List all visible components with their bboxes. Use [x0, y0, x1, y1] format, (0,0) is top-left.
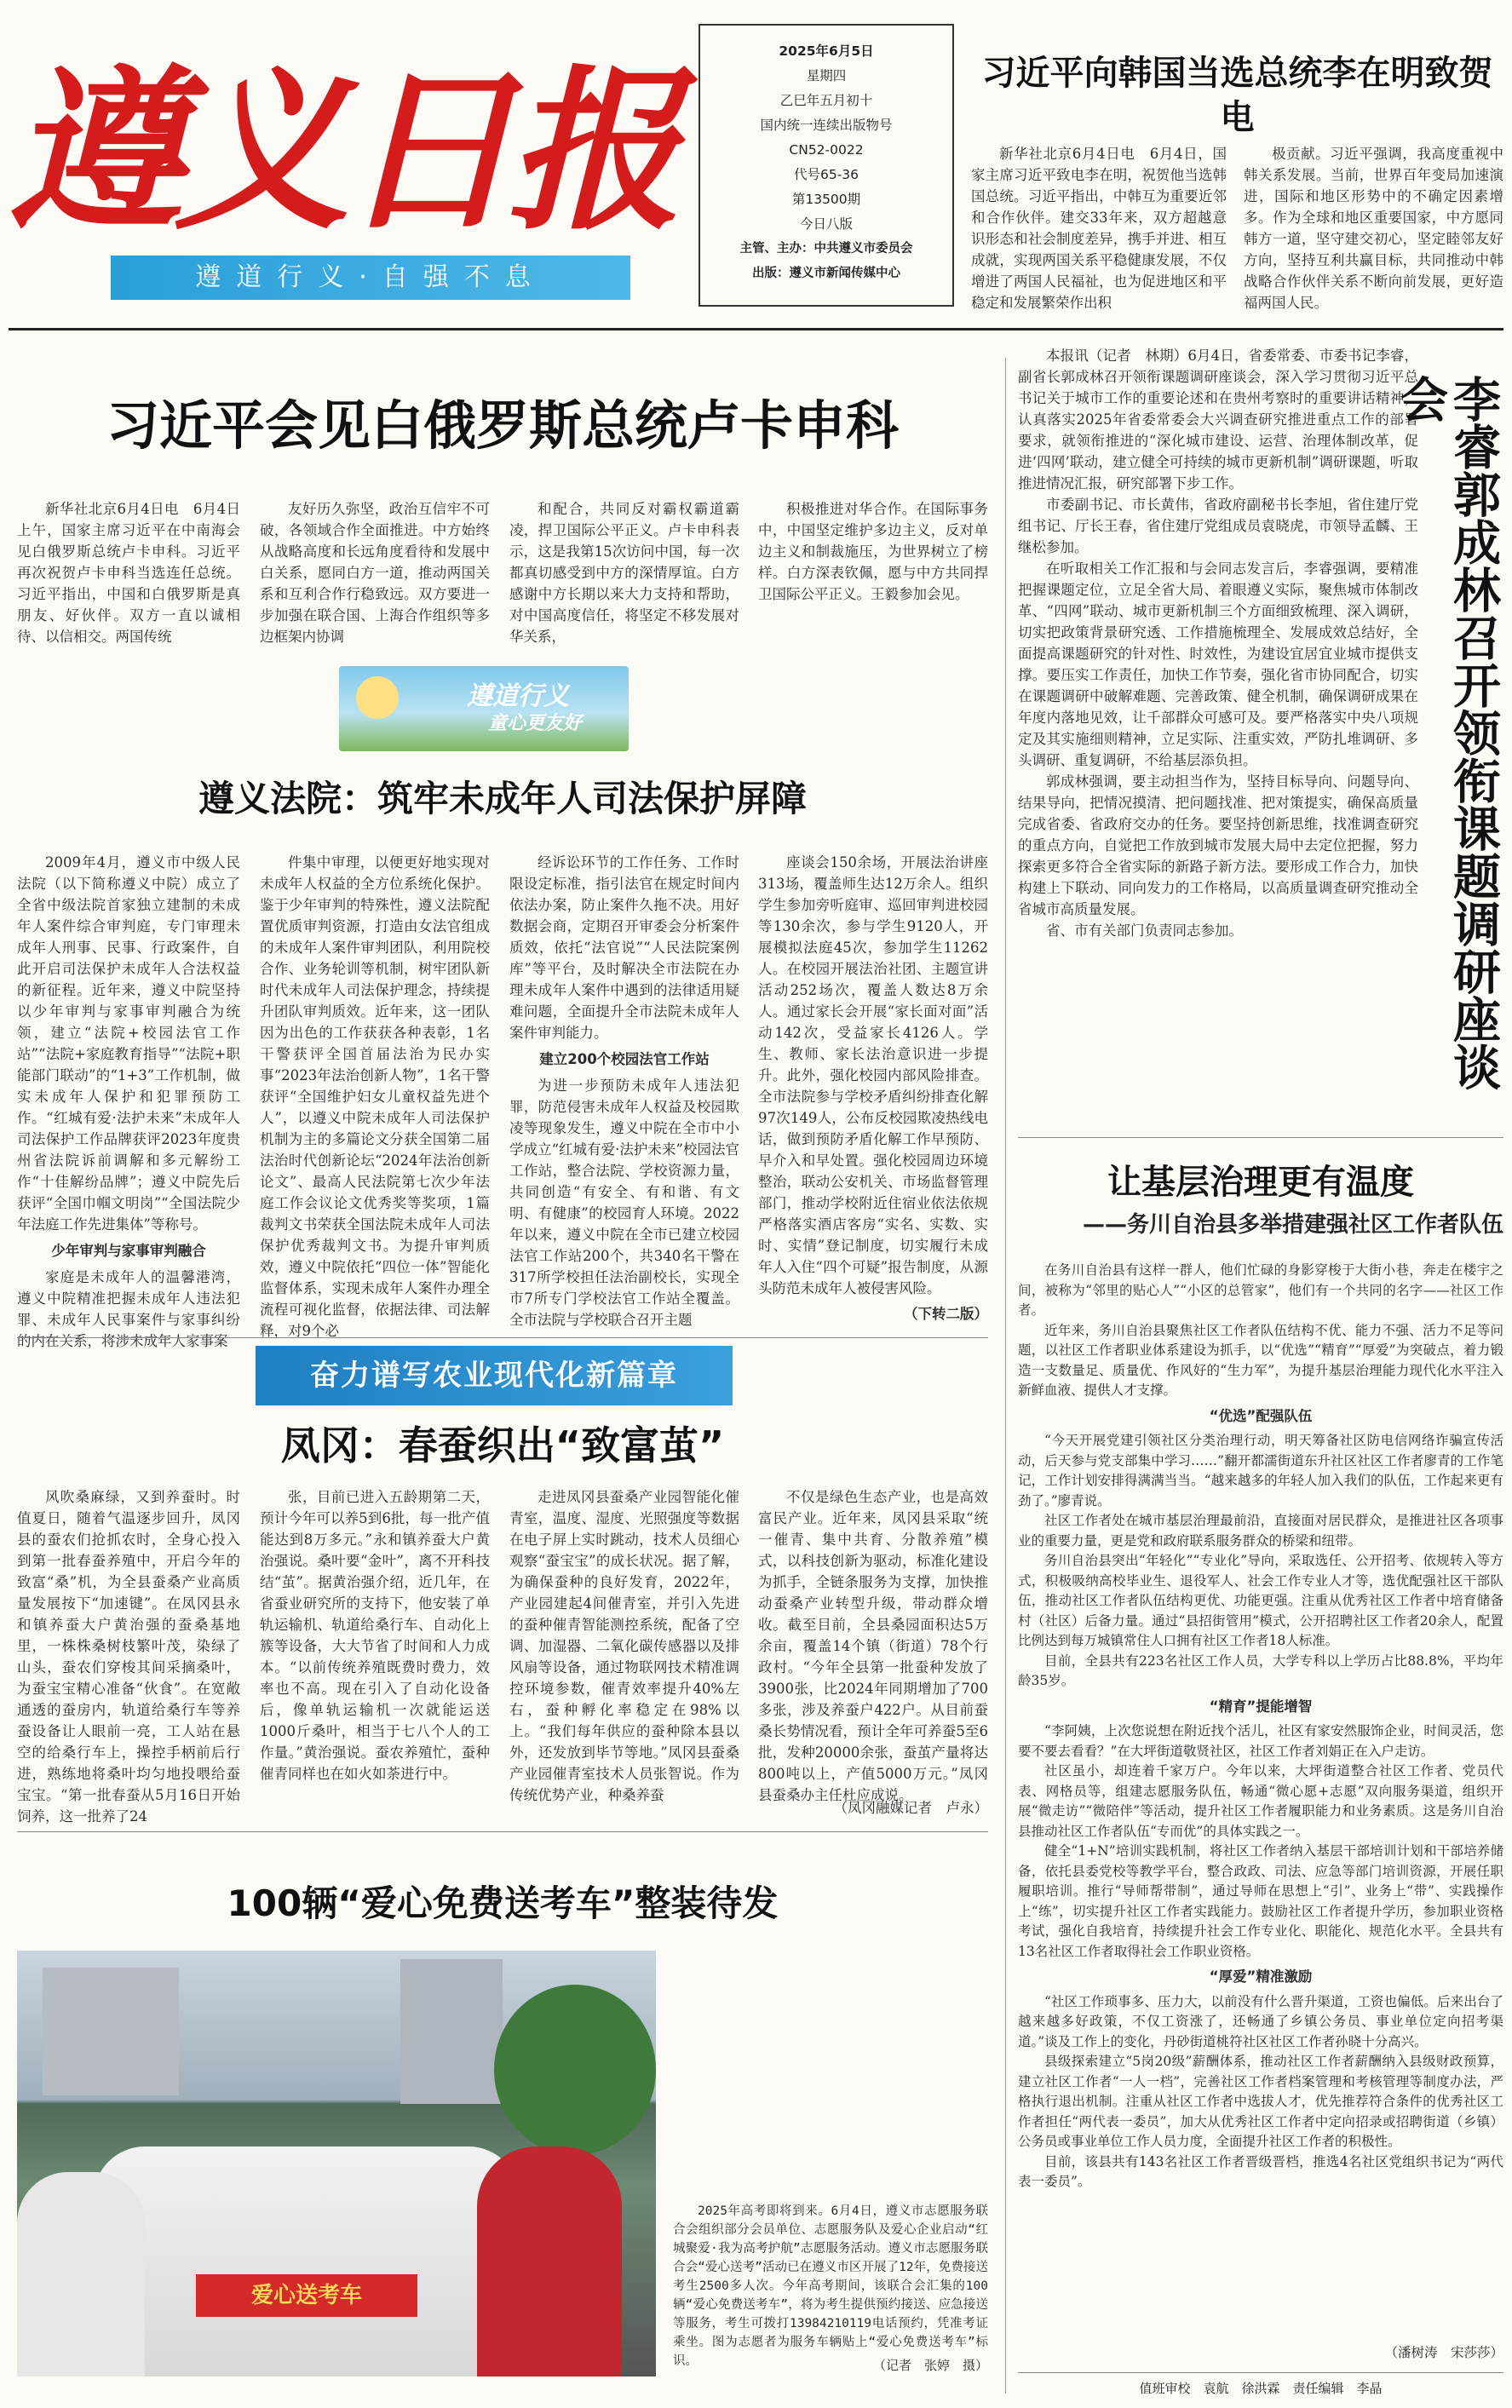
subhead-court-1: 少年审判与家事审判融合 [51, 1243, 206, 1259]
issue-issn: 国内统一连续出版物号 [760, 118, 893, 133]
story-korea-col2: 极贡献。习近平强调，我高度重视中韩关系发展。当前，世界百年变局加速演进，国际和地区形势中的不确定因素增多。作为全球和地区重要国家，中方愿同韩方一道，坚守建交初心，坚定睦邻友好方向，坚持互利共赢目标，共同推动中韩战略合作伙伴关系不断向前发展，更好造福两国人民。 [1244, 146, 1503, 311]
headline-grass: 让基层治理更有温度 [1107, 1163, 1414, 1202]
photo-building [400, 1959, 503, 2104]
subhead-court-2: 建立200个校园法官工作站 [539, 1051, 710, 1067]
story-court-col1: 2009年4月，遵义市中级人民法院（以下简称遵义中院）成立了全省中级法院首家独立建制的未成年人案件综合审判庭，专门审理未成年人刑事、民事、行政案件，自此开启司法保护未成年人合法权益的新征程。近年来，遵义中院坚持以少年审判与家事审判融合为统领，建立“法院+校园法官工作站”“法院+家庭教育指导”“法院+职能部门联动”的“1+3”工作机制，做实未成年人保护和犯罪预防工作。“红城有爱·法护未来”未成年人司法保护工作品牌获评2023年度贵州省法院诉前调解和多元解纷工作“十佳解纷品牌”；遵义中院先后获评“全国巾帼文明岗”“全国法院少年法庭工作先进集体”等称号。 少年审判与家事审判融合 家庭是未成年人的温馨港湾，遵义中院精准把握未成年人违法犯罪、未成年人民事案件与家事纠纷的内在关系，将涉未成年人家事案 [17, 854, 240, 1349]
section-rule [1018, 1137, 1503, 1138]
subhead-grass: ——务川自治县多举措建强社区工作者队伍 [1082, 1212, 1503, 1238]
issue-date: 2025年6月5日 [779, 43, 874, 59]
story-belarus-col2: 友好历久弥坚，政治互信牢不可破，各领域合作全面推进。中方始终从战略高度和长远角度看待和发展中白关系，愿同白方一道，推动两国关系和互利合作行稳致远。双方要进一步加强在联合国、上海合作组织等多边框架内协调 [260, 501, 490, 645]
footer-rule [1018, 2372, 1503, 2373]
story-belarus-col1: 新华社北京6月4日电 6月4日上午，国家主席习近平在中南海会见白俄罗斯总统卢卡申科。习近平再次祝贺卢卡申科当选连任总统。习近平指出，中国和白俄罗斯是真朋友、好伙伴。双方一直以诚相待、以信相交。两国传统 [17, 501, 240, 645]
story-belarus-col3: 和配合，共同反对霸权霸道霸凌，捍卫国际公平正义。卢卡申科表示，这是我第15次访问中国，每一次都真切感受到中方的深情厚谊。白方感谢中方长期以来大力支持和帮助，对中国高度信任，将坚定不移发展对华关系， [509, 501, 739, 645]
story-court-col3: 经诉讼环节的工作任务、工作时限设定标准，指引法官在规定时间内依法办案，防止案件久拖不决。用好数据会商，定期召开审委会分析案件质效，依托“法官说”“人民法院案例库”等平台，及时解决全市法院在办理未成年人案件中遇到的法律适用疑难问题，全面提升全市法院未成年人案件审判能力。 建立200个校园法官工作站 为进一步预防未成年人违法犯罪，防范侵害未成年人权益及校园欺凌等现象发生，遵义中院在全市中小学成立“红城有爱·法护未来”校园法官工作站，整合法院、学校资源力量，共同创造“有安全、有和谐、有文明、有健康”的校园育人环境。2022年以来，遵义中院在全市已建立校园法官工作站200个，共340名干警在317所学校担任法治副校长，实现全市7所专门学校法官工作站全覆盖。全市法院与学校联合召开主题 [509, 854, 739, 1328]
car-byline: （记者 张婷 摄） [872, 2358, 988, 2373]
issue-sponsor: 主管、主办：中共遵义市委员会 [739, 242, 913, 256]
issue-cn: CN52-0022 [789, 142, 864, 158]
subhead-grass-3: “厚爱”精准激励 [1209, 1968, 1313, 1985]
silk-byline: （凤冈融媒记者 卢永） [833, 1800, 988, 1816]
page-footer: 值班审校 袁航 徐洪霖 责任编辑 李晶 [1139, 2381, 1383, 2396]
headline-silk: 凤冈：春蚕织出“致富茧” [280, 1422, 725, 1468]
photo-car-banner: 爱心送考车 [196, 2274, 417, 2317]
issue-lunar: 乙巳年五月初十 [779, 93, 873, 108]
car-caption: 2025年高考即将到来。6月4日，遵义市志愿服务联合会组织部分会员单位、志愿服务队及爱心企业启动“红城聚爱·我为高考护航”志愿服务活动。遵义市志愿服务联合会“爱心送考”活动已在遵义市区开展了12年，免费接送考生2500多人次。今年高考期间，该联合会汇集的100辆“爱心免费送考车”，将为考生提供预约接送、应急接送等服务，考生可拨打13984210119电话预约，凭准考证乘坐。图为志愿者为服务车辆贴上“爱心免费送考车”标识。 [673, 2204, 988, 2368]
issue-code: 代号65-36 [793, 167, 859, 182]
subhead-grass-2: “精育”提能增智 [1209, 1698, 1313, 1715]
section-rule [17, 1337, 988, 1338]
story-court-col2: 件集中审理，以便更好地实现对未成年人权益的全方位系统化保护。鉴于少年审判的特殊性，遵义法院配置优质审判资源，打造由女法官组成的未成年人案件审判团队，利用院校合作、业务轮训等机制，树牢团队新时代未成年人司法保护理念，持续提升团队审判质效。近年来，这一团队因为出色的工作获获各种表彰，1名干警获评全国首届法治为民办实事“2023年法治创新人物”，1名干警获评“全国维护妇女儿童权益先进个人”，以遵义中院未成年人司法保护机制为主的多篇论文分获全国第二届法治时代创新论坛“2024年法治创新论文”、最高人民法院第七次少年法庭工作会议论文优秀奖等奖项，1篇裁判文书荣获全国法院未成年人司法保护优秀裁判文书。为提升审判质效，遵义中院依托“四位一体”智能化监督体系，实现未成年人案件办理全流程可视化监督，依据法律、司法解释，对9个必 [260, 854, 490, 1339]
photo-building [43, 1968, 179, 2095]
newspaper-logo: 遵义日报 [9, 49, 673, 254]
story-silk-col1: 风吹桑麻绿，又到养蚕时。时值夏日，随着气温逐步回升，凤冈县的蚕农们抢抓农时，全身心投入到第一批春蚕养殖中，开启今年的致富“桑”机，为全县蚕桑产业高质量发展按下“加速键”。在凤冈县永和镇养蚕大户黄治强的蚕桑基地里，一株株桑树枝繁叶茂，染绿了山头，蚕农们穿梭其间采摘桑叶，为蚕宝宝精心准备“伙食”。在宽敞通透的蚕房内，轨道给桑行车等养蚕设备让人眼前一亮，工人站在悬空的给桑行车上，操控手柄前后行进，熟练地将桑叶均匀地投喂给蚕宝宝。“第一批春蚕从5月16日开始饲养，这一批养了24 [17, 1489, 240, 1825]
issue-weekday: 星期四 [806, 68, 847, 83]
zunyi-theme-banner [339, 666, 629, 751]
story-li-body: 本报讯（记者 林期）6月4日，省委常委、市委书记李睿，副省长郭成林召开领衔课题调研座谈会，深入学习贯彻习近平总书记关于城市工作的重要论述和在贵州考察时的重要讲话精神，认真落实2025年省委常委会大兴调查研究推进重点工作的部署要求，就领衔推进的“深化城市建设、运营、治理体制改革，促进‘四网’联动，建立健全可持续的城市更新机制”调研课题，听取推进情况汇报，研究部署下步工作。 市委副书记、市长黄伟，省政府副秘书长李旭，省住建厅党组书记、厅长王春，省住建厅党组成员袁晓虎，市领导孟麟、王继松参加。 在听取相关工作汇报和与会同志发言后，李睿强调，要精准把握课题定位，立足全省大局、着眼遵义实际，聚焦城市体制改革、“四网”联动、城市更新机制三个方面细致梳理、深入调研，切实把政策背景研究透、工作措施梳理全、发展成效总结好，全面提高课题研究的针对性、时效性，为建设宜居宜业城市提供支撑。要压实工作责任，加快工作节奏，强化省市协同配合，切实在课题调研中破解难题、完善政策、健全机制，确保调研成果在年度内落地见效，让千部群众可感可及。要严格落实中央八项规定及其实施细则精神，立足实际、注重实效，严防扎堆调研、多头调研、重复调研，不给基层添负担。 郭成林强调，要主动担当作为，坚持目标导向、问题导向、结果导向，把情况摸清、把问题找准、把对策提实，确保高质量完成省委、省政府交办的任务。要坚持创新思维，找准调查研究的重点方向，自觉把工作放到城市发展大局中去定位把握，努力探索更多符合全省实际的新路子新方法。要形成工作合力，加快构建上下联动、同向发力的工作格局，以高质量调查研究推动全省城市高质量发展。 省、市有关部门负责同志参加。 [1018, 348, 1418, 939]
subhead-grass-1: “优选”配强队伍 [1209, 1407, 1313, 1424]
masthead-rule [9, 328, 1503, 330]
grass-byline: （潘树涛 宋莎莎） [1384, 2345, 1503, 2360]
story-silk-col2: 张，目前已进入五龄期第二天，预计今年可以养5到6批，每一批产值能达到8万多元。”永和镇养蚕大户黄治强说。桑叶要“金叶”，离不开科技结“茧”。据黄治强介绍，近几年，在省蚕业研究所的支持下，他安装了单轨运输机、轨道给桑行车、自动化上簇等设备，大大节省了时间和人力成本。“以前传统养殖既费时费力，效率也不高。现在引入了自动化设备后，像单轨运输机一次就能运送1000斤桑叶，相当于七八个人的工作量。”黄治强说。蚕农养殖忙，蚕种催青同样也在如火如荼进行中。 [260, 1489, 490, 1782]
column-divider [1005, 358, 1006, 2394]
story-korea-col1: 新华社北京6月4日电 6月4日，国家主席习近平致电李在明，祝贺他当选韩国总统。习近平指出，中韩互为重要近邻和合作伙伴。建交33年来，双方超越意识形态和社会制度差异，携手并进、相互成就，实现两国关系平稳健康发展，不仅增进了两国人民福祉，也为促进地区和平稳定和发展繁荣作出积 [971, 146, 1227, 311]
headline-court: 遵义法院：筑牢未成年人司法保护屏障 [198, 778, 807, 819]
car-photo [17, 1951, 656, 2376]
slogan-bar: 遵道行义·自强不息 [111, 256, 630, 300]
headline-belarus: 习近平会见白俄罗斯总统卢卡申科 [106, 394, 899, 457]
agri-banner: 奋力谱写农业现代化新篇章 [256, 1346, 733, 1405]
photo-tree [494, 1985, 656, 2155]
story-grass-body: 在务川自治县有这样一群人，他们忙碌的身影穿梭于大街小巷，奔走在楼宇之间，被称为“邻里的贴心人”“小区的总管家”，他们有一个共同的名字——社区工作者。 近年来，务川自治县聚焦社区工作者队伍结构不优、能力不强、活力不足等问题，以社区工作者职业体系建设为抓手，以“优选”“精育”“厚爱”为突破点，着力锻造一支数量足、质量优、作风好的“生力军”，为提升基层治理能力现代化水平注入新鲜血液、提供人才支撑。 “优选”配强队伍 “今天开展党建引领社区分类治理行动，明天筹备社区防电信网络诈骗宣传活动，后天参与党支部集中学习……”翻开都濡街道东升社区社区工作者廖青的工作笔记，工作计划安排得满满当当。“越来越多的年轻人加入我们的队伍，工作起来更有劲了。”廖青说。 社区工作者处在城市基层治理最前沿，直接面对居民群众，是推进社区各项事业的重要力量，更是党和政府联系服务群众的桥梁和纽带。 务川自治县突出“年轻化”“专业化”导向，采取选任、公开招考、依规转入等方式，积极吸纳高校毕业生、退役军人、社会工作专业人才等，选优配强社区干部队伍，推动社区工作者队伍结构更优、功能更强。注重从优秀社区工作者中培育储备村（社区）后备力量。通过“县招街管用”模式，公开招聘社区工作者20余人，配置比例达到每万城镇常住人口拥有社区工作者18人标准。 目前，全县共有223名社区工作人员，大学专科以上学历占比88.8%，平均年龄35岁。 “精育”提能增智 “李阿姨，上次您说想在附近找个活儿，社区有家安然服饰企业，时间灵活，您要不要去看看？”在大坪街道敬贤社区，社区工作者刘娟正在入户走访。 社区虽小，却连着千家万户。今年以来，大坪街道整合社区工作者、党员代表、网格员等，组建志愿服务队伍，畅通“微心愿+志愿”双向服务渠道，组织开展“微走访”“微陪伴”等活动，提升社区工作者履职能力和业务素质。这是务川自治县推动社区工作者队伍“专而优”的具体实践之一。 健全“1+N”培训实践机制，将社区工作者纳入基层干部培训计划和干部培养储备，依托县委党校等教学平台，整合政政、司法、应急等部门培训资源，开展任职履职培训。推行“导师帮带制”，通过导师在思想上“引”、业务上“带”、实践操作上“练”，切实提升社区工作者实践能力。鼓励社区工作者提升学历，参加职业资格考试，强化自我培育，持续提升社会工作专业化、职能化、规范化水平。全县共有13名社区工作者取得社会工作职业资格。 “厚爱”精准激励 “社区工作琐事多、压力大，以前没有什么晋升渠道，工资也偏低。后来出台了越来越多好政策，不仅工资涨了，还畅通了乡镇公务员、事业单位定向招考渠道。”谈及工作上的变化，丹砂街道桃符社区社区工作者孙晓十分高兴。 县级探索建立“5岗20级”薪酬体系，推动社区工作者薪酬纳入县级财政预算，建立社区工作者“一人一档”，完善社区工作者档案管理和考核管理等制度办法，严格执行退出机制。注重从社区工作者中选拔人才，优先推荐符合条件的优秀社区工作者担任“两代表一委员”，加大从优秀社区工作者中定向招录或招聘街道（乡镇）公务员或事业单位工作人员力度，全面提升社区工作者的积极性。 目前，该县共有143名社区工作者晋级晋档，推选4名社区党组织书记为“两代表一委员”。 [1018, 1262, 1503, 2189]
banner-line2: 童心更友好 [488, 713, 583, 734]
headline-li: 李睿郭成林召开领衔课题调研座谈会 [1393, 375, 1501, 1090]
photo-volunteer-right [477, 2147, 622, 2376]
section-rule [17, 1831, 988, 1832]
banner-line1: 遵道行义 [467, 681, 569, 711]
issue-publisher: 出版：遵义市新闻传媒中心 [752, 267, 900, 280]
story-belarus-col4: 积极推进对华合作。在国际事务中，中国坚定维护多边主义，反对单边主义和制裁施压，为世界树立了榜样。白方深表钦佩，愿与中方共同捍卫国际公平正义。王毅参加会见。 [758, 501, 988, 602]
headline-korea: 习近平向韩国当选总统李在明致贺电 [981, 54, 1493, 137]
headline-car: 100辆“爱心免费送考车”整装待发 [227, 1882, 779, 1924]
banner-sun-icon [356, 676, 399, 719]
issue-number: 第13500期 [791, 192, 861, 207]
issue-info-box [699, 24, 954, 307]
photo-car [94, 2147, 520, 2376]
story-silk-col3: 走进凤冈县蚕桑产业园智能化催青室，温度、湿度、光照强度等数据在电子屏上实时跳动，技术人员细心观察“蚕宝宝”的成长状况。据了解，为确保蚕种的良好发育，2022年，产业园建起4间催青室，并引入先进的蚕种催青智能测控系统，配备了空调、加湿器、二氧化碳传感器以及排风扇等设备，通过物联网技术精准调控环境参数，催青效率提升40%左右，蚕种孵化率稳定在98%以上。“我们每年供应的蚕种除本县以外，还发放到毕节等地。”凤冈县蚕桑产业园催青室技术人员张智说。作为传统优势产业，种桑养蚕 [509, 1489, 739, 1803]
photo-volunteer-left [17, 2172, 145, 2376]
story-court-col4: 座谈会150余场，开展法治讲座313场，覆盖师生达12万余人。组织学生参加旁听庭审、巡回审判进校园等130余次，参与学生9120人，开展模拟法庭45次，参加学生11262人。在校园开展法治社团、主题宣讲活动252场次，覆盖人数达8万余人。通过家长会开展“家长面对面”活动142次，受益家长4126人。学生、教师、家长法治意识进一步提升。此外，强化校园内部风险排查。全市法院参与学校矛盾纠纷排查化解97次149人，公布反校园欺凌热线电话，做到预防矛盾化解工作早预防、早介入和早处置。强化校园周边环境整治，联动公安机关、市场监督管理部门，推动学校附近住宿业依法依规严格落实酒店客房“实名、实数、实时、实情”登记制度，切实履行未成年人入住“四个可疑”报告制度，从源头防范未成年人被侵害风险。 [758, 854, 988, 1296]
story-silk-col4: 不仅是绿色生态产业，也是高效富民产业。近年来，凤冈县采取“统一催青、集中共育、分散养殖”模式，以科技创新为驱动，标准化建设为抓手，全链条服务为支撑，加快推动蚕桑产业转型升级，带动群众增收。截至目前，全县桑园面积达5万余亩，覆盖14个镇（街道）78个行政村。“今年全县第一批蚕种发放了3900张，比2024年同期增加了700多张，涉及养蚕户422户。从目前蚕桑长势情况看，预计全年可养蚕5至6批，发种20000余张，蚕茧产量将达800吨以上，产值5000万元。”凤冈县蚕桑办主任杜应成说。 [758, 1489, 988, 1803]
issue-pages: 今日八版 [799, 216, 853, 232]
court-continued: （下转二版） [904, 1306, 988, 1322]
